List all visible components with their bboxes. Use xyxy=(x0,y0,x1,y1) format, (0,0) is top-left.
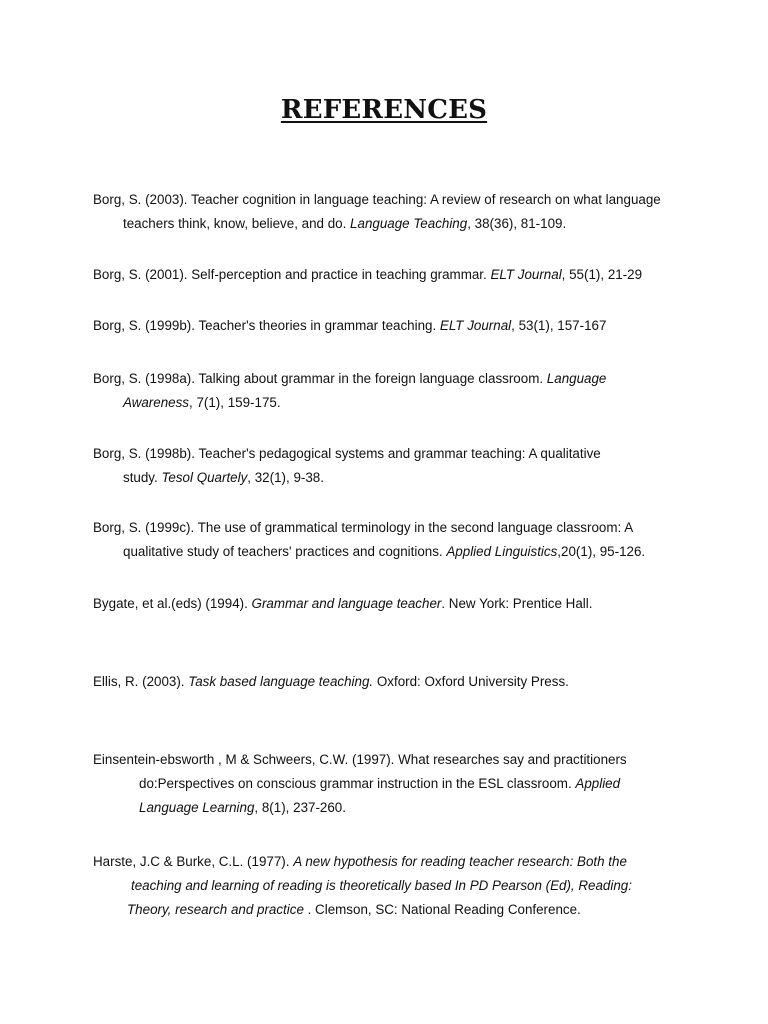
reference-line: Borg, S. (1999b). Teacher's theories in grammar teaching. ELT Journal, 53(1), 157-167 xyxy=(93,318,607,333)
reference-line: qualitative study of teachers' practices and cognitions. Applied Linguistics,20(1), 95-126. xyxy=(123,544,646,559)
reference-entry xyxy=(93,592,693,616)
reference-line: teaching and learning of reading is theoretically based In PD Pearson (Ed), Reading: xyxy=(131,878,632,893)
reference-entry xyxy=(93,442,693,490)
reference-entry xyxy=(93,748,693,820)
reference-line: Borg, S. (1998a). Talking about grammar in the foreign language classroom. Language xyxy=(93,371,607,386)
reference-line: Awareness, 7(1), 159-175. xyxy=(123,395,281,410)
reference-entry xyxy=(93,670,693,694)
reference-line: Harste, J.C & Burke, C.L. (1977). A new hypothesis for reading teacher research: Both the xyxy=(93,854,627,869)
reference-line: study. Tesol Quartely, 32(1), 9-38. xyxy=(123,470,324,485)
reference-entry xyxy=(93,850,693,922)
reference-line: Borg, S. (2001). Self-perception and practice in teaching grammar. ELT Journal, 55(1), 21-29 xyxy=(93,267,643,282)
reference-line: do:Perspectives on conscious grammar instruction in the ESL classroom. Applied xyxy=(139,776,621,791)
page-title: REFERENCES xyxy=(280,95,488,125)
reference-line: Borg, S. (1998b). Teacher's pedagogical systems and grammar teaching: A qualitative xyxy=(93,446,601,461)
reference-entry xyxy=(93,516,693,564)
reference-entry xyxy=(93,314,693,338)
reference-line: Borg, S. (1999c). The use of grammatical terminology in the second language classroom: A xyxy=(93,520,634,535)
reference-line: Ellis, R. (2003). Task based language teaching. Oxford: Oxford University Press. xyxy=(93,674,569,689)
reference-line: Bygate, et al.(eds) (1994). Grammar and language teacher. New York: Prentice Hall. xyxy=(93,596,593,611)
reference-entry xyxy=(93,188,693,236)
reference-entry xyxy=(93,367,693,415)
reference-line: Theory, research and practice . Clemson, SC: National Reading Conference. xyxy=(127,902,581,917)
reference-line: Borg, S. (2003). Teacher cognition in language teaching: A review of research on what language xyxy=(93,192,661,207)
reference-line: Einsentein-ebsworth , M & Schweers, C.W. (1997). What researches say and practitioners xyxy=(93,752,627,767)
reference-line: teachers think, know, believe, and do. Language Teaching, 38(36), 81-109. xyxy=(123,216,567,231)
reference-line: Language Learning, 8(1), 237-260. xyxy=(139,800,346,815)
reference-entry xyxy=(93,263,693,287)
